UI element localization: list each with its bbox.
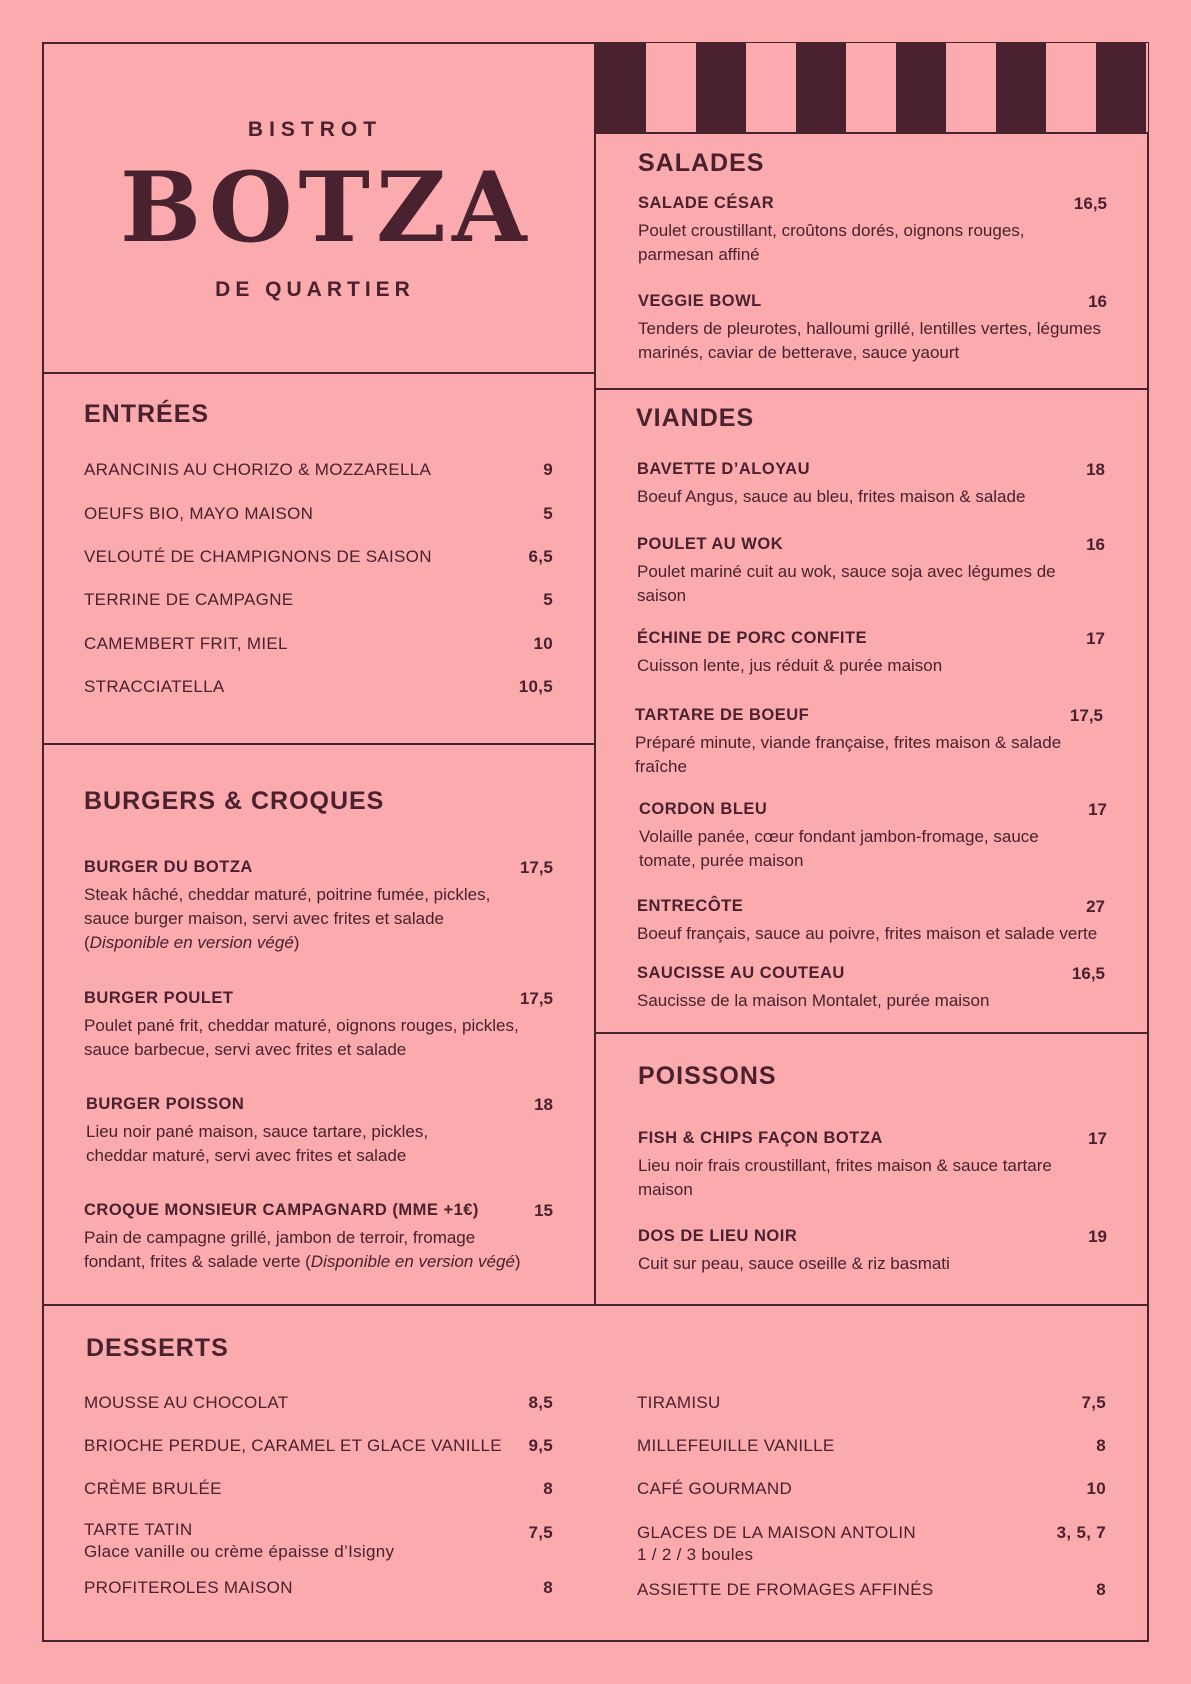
dish-description: Poulet mariné cuit au wok, sauce soja avec légumes de saison <box>637 562 1056 605</box>
viande-item <box>637 964 1105 1013</box>
dessert-item <box>637 1393 1106 1413</box>
striped-awning <box>596 43 1148 132</box>
dish-price: 16 <box>1086 535 1105 554</box>
section-title-poissons: POISSONS <box>638 1062 777 1090</box>
dish-name: BAVETTE D’ALOYAU <box>637 460 811 478</box>
dish-description: Préparé minute, viande française, frites maison & salade fraîche <box>635 733 1062 776</box>
divider-desserts <box>42 1304 1149 1306</box>
entree-name: VELOUTÉ DE CHAMPIGNONS DE SAISON <box>84 547 432 566</box>
dish-name: BURGER POULET <box>84 989 234 1007</box>
viande-item <box>637 460 1105 509</box>
entree-name: ARANCINIS AU CHORIZO & MOZZARELLA <box>84 460 432 479</box>
dessert-item <box>637 1436 1106 1456</box>
divider-salades-viandes <box>595 388 1149 390</box>
dish-name: BURGER DU BOTZA <box>84 858 253 876</box>
viande-item <box>635 706 1103 779</box>
dish-name: DOS DE LIEU NOIR <box>638 1227 798 1245</box>
salade-item <box>638 194 1107 267</box>
logo-bistrot: BISTROT <box>247 118 383 141</box>
entree-price: 9 <box>543 460 553 479</box>
dish-description: Steak hâché, cheddar maturé, poitrine fumée, pickles, sauce burger maison, servi avec frites et salade (Disponible en version végé) <box>84 885 491 952</box>
entree-item <box>84 590 553 610</box>
entree-item <box>84 460 553 480</box>
dessert-name: BRIOCHE PERDUE, CARAMEL ET GLACE VANILLE <box>84 1436 502 1455</box>
entree-name: CAMEMBERT FRIT, MIEL <box>84 634 288 653</box>
dish-description: Poulet croustillant, croûtons dorés, oignons rouges, parmesan affiné <box>638 221 1025 264</box>
dish-description: Cuit sur peau, sauce oseille & riz basmati <box>638 1254 950 1273</box>
dish-note: Disponible en version végé <box>89 933 294 952</box>
dessert-price: 8 <box>1096 1580 1106 1599</box>
entree-price: 10 <box>533 634 553 653</box>
dish-price: 17 <box>1088 800 1107 819</box>
entree-price: 6,5 <box>528 547 553 566</box>
dessert-price: 8,5 <box>528 1393 553 1412</box>
dessert-price: 8 <box>543 1479 553 1498</box>
dessert-item <box>84 1436 553 1456</box>
dish-description: Lieu noir frais croustillant, frites maison & sauce tartare maison <box>638 1156 1052 1199</box>
dessert-name: GLACES DE LA MAISON ANTOLIN <box>637 1523 916 1542</box>
dish-description: Volaille panée, cœur fondant jambon-fromage, sauce tomate, purée maison <box>639 827 1039 870</box>
salade-item <box>638 292 1107 365</box>
dish-name: FISH & CHIPS FAÇON BOTZA <box>638 1129 883 1147</box>
dessert-name: PROFITEROLES MAISON <box>84 1578 293 1597</box>
dish-description: Boeuf Angus, sauce au bleu, frites maison & salade <box>637 487 1026 506</box>
viande-item <box>639 800 1107 873</box>
entree-item <box>84 547 553 567</box>
dessert-item <box>84 1479 553 1499</box>
dessert-price: 8 <box>543 1578 553 1597</box>
dessert-price: 7,5 <box>528 1523 553 1542</box>
burger-item <box>86 1095 553 1168</box>
dish-price: 18 <box>1086 460 1105 479</box>
entree-price: 5 <box>543 590 553 609</box>
dish-description: Boeuf français, sauce au poivre, frites maison et salade verte <box>637 924 1098 943</box>
dish-price: 19 <box>1088 1227 1107 1246</box>
dessert-name: TIRAMISU <box>637 1393 721 1412</box>
logo-de-quartier: DE QUARTIER <box>215 278 415 301</box>
dessert-subtitle: Glace vanille ou crème épaisse d’Isigny <box>84 1542 395 1561</box>
dessert-price: 8 <box>1096 1436 1106 1455</box>
viande-item <box>637 535 1105 608</box>
dish-price: 16 <box>1088 292 1107 311</box>
dish-description: Pain de campagne grillé, jambon de terroir, fromage fondant, frites & salade verte (Disponible en version végé) <box>84 1228 521 1271</box>
viande-item <box>637 629 1105 678</box>
dish-price: 17 <box>1088 1129 1107 1148</box>
dish-name: SALADE CÉSAR <box>638 194 775 212</box>
dessert-name: ASSIETTE DE FROMAGES AFFINÉS <box>637 1580 934 1599</box>
dessert-name: CAFÉ GOURMAND <box>637 1479 793 1498</box>
burger-item <box>84 858 553 955</box>
section-title-viandes: VIANDES <box>636 404 755 432</box>
divider-entrees-burgers <box>42 743 595 745</box>
dessert-price: 3, 5, 7 <box>1056 1523 1106 1542</box>
entree-name: STRACCIATELLA <box>84 677 225 696</box>
logo-botza: BOTZA <box>120 151 533 264</box>
entree-item <box>84 504 553 524</box>
dessert-price: 7,5 <box>1081 1393 1106 1412</box>
entree-name: TERRINE DE CAMPAGNE <box>84 590 294 609</box>
dish-price: 17,5 <box>519 858 553 877</box>
section-title-salades: SALADES <box>638 149 765 177</box>
dish-description: Cuisson lente, jus réduit & purée maison <box>637 656 943 675</box>
dish-description: Lieu noir pané maison, sauce tartare, pickles, cheddar maturé, servi avec frites et salade <box>86 1122 429 1165</box>
entree-price: 5 <box>543 504 553 523</box>
dish-name: POULET AU WOK <box>637 535 784 553</box>
divider-viandes-poissons <box>595 1032 1149 1034</box>
dessert-item <box>84 1393 553 1413</box>
poisson-item <box>638 1129 1107 1202</box>
dish-price: 15 <box>534 1201 553 1220</box>
dish-description: Poulet pané frit, cheddar maturé, oignons rouges, pickles, sauce barbecue, servi avec frites et salade <box>84 1016 519 1059</box>
dish-name: CROQUE MONSIEUR CAMPAGNARD (MME +1€) <box>84 1201 479 1219</box>
dessert-name: TARTE TATIN <box>84 1520 193 1539</box>
dessert-item <box>637 1580 1106 1600</box>
dessert-name: CRÈME BRULÉE <box>84 1479 222 1498</box>
dish-name: ENTRECÔTE <box>637 897 744 915</box>
dessert-item <box>84 1578 553 1598</box>
poisson-item <box>638 1227 1107 1276</box>
dish-note: Disponible en version végé <box>310 1252 515 1271</box>
dish-name: ÉCHINE DE PORC CONFITE <box>637 629 868 647</box>
section-title-entrees: ENTRÉES <box>84 400 210 428</box>
dish-price: 17 <box>1086 629 1105 648</box>
dessert-item <box>637 1479 1106 1499</box>
dish-description: Saucisse de la maison Montalet, purée maison <box>637 991 990 1010</box>
dish-price: 17,5 <box>1069 706 1103 725</box>
entree-item <box>84 634 553 654</box>
entree-price: 10,5 <box>518 677 553 696</box>
viande-item <box>637 897 1105 946</box>
section-title-desserts: DESSERTS <box>86 1334 229 1362</box>
dessert-price: 10 <box>1086 1479 1106 1498</box>
dish-price: 17,5 <box>519 989 553 1008</box>
dish-name: SAUCISSE AU COUTEAU <box>637 964 845 982</box>
dish-price: 16,5 <box>1071 964 1105 983</box>
dessert-price: 9,5 <box>528 1436 553 1455</box>
dessert-item <box>637 1523 1106 1565</box>
dish-name: CORDON BLEU <box>639 800 768 818</box>
dish-name: BURGER POISSON <box>86 1095 245 1113</box>
dish-price: 16,5 <box>1073 194 1107 213</box>
entree-name: OEUFS BIO, MAYO MAISON <box>84 504 314 523</box>
dish-price: 27 <box>1086 897 1105 916</box>
dish-name: VEGGIE BOWL <box>638 292 762 310</box>
dish-price: 18 <box>534 1095 553 1114</box>
dessert-name: MOUSSE AU CHOCOLAT <box>84 1393 289 1412</box>
divider-vertical <box>594 42 596 1306</box>
divider-awning-salades <box>595 132 1149 134</box>
entree-item <box>84 677 553 697</box>
divider-logo-entrees <box>42 372 595 374</box>
burger-item <box>84 1201 553 1274</box>
dessert-subtitle: 1 / 2 / 3 boules <box>637 1545 754 1564</box>
dessert-name: MILLEFEUILLE VANILLE <box>637 1436 835 1455</box>
section-title-burgers: BURGERS & CROQUES <box>84 787 385 815</box>
dessert-item <box>84 1520 553 1562</box>
dish-name: TARTARE DE BOEUF <box>635 706 810 724</box>
burger-item <box>84 989 553 1062</box>
dish-description: Tenders de pleurotes, halloumi grillé, lentilles vertes, légumes marinés, caviar de betterave, sauce yaourt <box>638 319 1102 362</box>
